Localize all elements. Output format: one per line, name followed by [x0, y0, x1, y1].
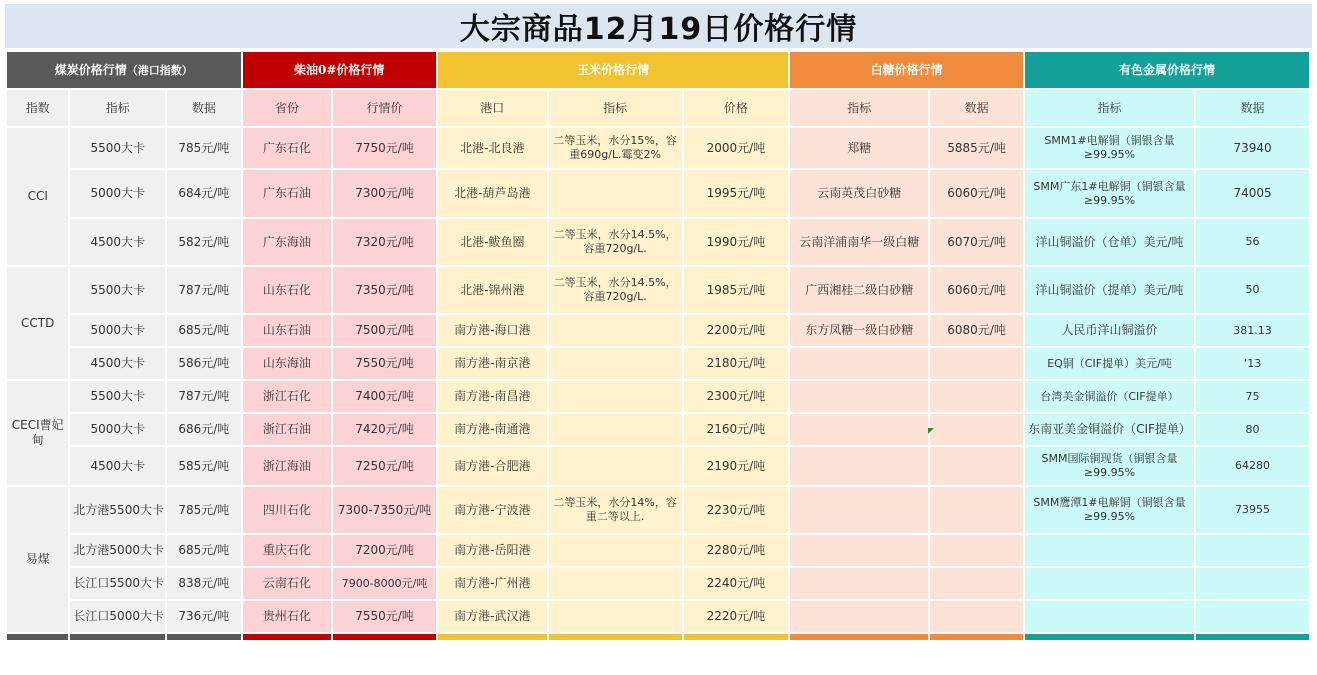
coal-item: 4500大卡: [70, 219, 165, 265]
sugar-data-header: 数据: [930, 90, 1023, 126]
diesel-province: 重庆石化: [243, 535, 332, 566]
coal-item: 北方港5000大卡: [70, 535, 165, 566]
corn-price: 2190元/吨: [684, 447, 789, 485]
corn-port: 南方港-广州港: [438, 568, 547, 599]
diesel-province: 山东海油: [243, 348, 332, 379]
corn-price: 2230元/吨: [684, 487, 789, 533]
diesel-price: 7300元/吨: [333, 170, 436, 217]
diesel-province: 浙江海油: [243, 447, 332, 485]
coal-item: 北方港5500大卡: [70, 487, 165, 533]
metal-value: 381.13: [1196, 315, 1309, 346]
diesel-province: 山东石油: [243, 315, 332, 346]
metal-value: 74005: [1196, 170, 1309, 217]
corn-port-header: 港口: [438, 90, 547, 126]
sugar-value: 6080元/吨: [930, 315, 1023, 346]
sugar-value: 6060元/吨: [930, 267, 1023, 313]
sugar-value-empty: [930, 601, 1023, 632]
metal-item: SMM1#电解铜（铜银含量≥99.95%: [1025, 128, 1194, 168]
diesel-price: 7250元/吨: [333, 447, 436, 485]
sugar-section-header: 白糖价格行情: [790, 52, 1023, 88]
metal-item: 台湾美金铜溢价（CIF提单）: [1025, 381, 1194, 412]
corn-spec-empty: [549, 568, 682, 599]
sugar-item-empty: [790, 568, 928, 599]
corn-port: 南方港-南京港: [438, 348, 547, 379]
coal-value: 582元/吨: [167, 219, 241, 265]
metal-item-empty: [1025, 535, 1194, 566]
coal-group-ceci-label: CECI曹妃甸: [11, 418, 64, 447]
metal-value: 50: [1196, 267, 1309, 313]
sugar-item-empty: [790, 601, 928, 632]
diesel-province: 浙江石化: [243, 381, 332, 412]
corn-price-header: 价格: [684, 90, 789, 126]
metal-value: 75: [1196, 381, 1309, 412]
coal-value: 685元/吨: [167, 535, 241, 566]
coal-value: 785元/吨: [167, 128, 241, 168]
metal-item: 洋山铜溢价（仓单）美元/吨: [1025, 219, 1194, 265]
coal-value: 685元/吨: [167, 315, 241, 346]
sugar-value-empty: [930, 348, 1023, 379]
corn-port: 南方港-南通港: [438, 414, 547, 445]
metal-item: SMM鹰潭1#电解铜（铜银含量≥99.95%: [1025, 487, 1194, 533]
corn-price: 2220元/吨: [684, 601, 789, 632]
sugar-value-empty: [930, 487, 1023, 533]
coal-value: 787元/吨: [167, 381, 241, 412]
metal-value: 64280: [1196, 447, 1309, 485]
sugar-value: 6070元/吨: [930, 219, 1023, 265]
coal-item: 5500大卡: [70, 267, 165, 313]
metal-section-header: 有色金属价格行情: [1025, 52, 1309, 88]
diesel-province: 四川石化: [243, 487, 332, 533]
coal-item: 5500大卡: [70, 381, 165, 412]
coal-item: 5000大卡: [70, 315, 165, 346]
corn-spec: 二等玉米，水分14.5%，容重720g/L.: [549, 219, 682, 265]
coal-item: 长江口5000大卡: [70, 601, 165, 632]
coal-item-header: 指标: [70, 90, 165, 126]
comment-marker-icon: [928, 428, 934, 434]
metal-value: 73940: [1196, 128, 1309, 168]
sugar-item-header: 指标: [790, 90, 928, 126]
diesel-province: 广东石油: [243, 170, 332, 217]
corn-price: 2280元/吨: [684, 535, 789, 566]
diesel-province: 贵州石化: [243, 601, 332, 632]
corn-price: 1985元/吨: [684, 267, 789, 313]
metal-data-header: 数据: [1196, 90, 1309, 126]
diesel-section-header: 柴油0#价格行情: [243, 52, 436, 88]
sugar-item: 云南英茂白砂糖: [790, 170, 928, 217]
coal-group-cctd: CCTD: [7, 267, 68, 379]
diesel-price: 7350元/吨: [333, 267, 436, 313]
coal-item: 5000大卡: [70, 170, 165, 217]
corn-port: 南方港-海口港: [438, 315, 547, 346]
corn-port: 北港-鲅鱼圈: [438, 219, 547, 265]
corn-port: 北港-北良港: [438, 128, 547, 168]
metal-value: 56: [1196, 219, 1309, 265]
corn-port: 南方港-宁波港: [438, 487, 547, 533]
footer-strip: [167, 634, 241, 640]
metal-item: EQ铜（CIF提单）美元/吨: [1025, 348, 1194, 379]
corn-port: 南方港-武汉港: [438, 601, 547, 632]
sugar-item: 云南洋浦南华一级白糖: [790, 219, 928, 265]
diesel-price: 7200元/吨: [333, 535, 436, 566]
coal-value: 736元/吨: [167, 601, 241, 632]
diesel-price: 7400元/吨: [333, 381, 436, 412]
sugar-item: 郑糖: [790, 128, 928, 168]
sugar-item-empty: [790, 487, 928, 533]
coal-item: 长江口5500大卡: [70, 568, 165, 599]
diesel-price: 7500元/吨: [333, 315, 436, 346]
coal-value: 787元/吨: [167, 267, 241, 313]
metal-value: 73955: [1196, 487, 1309, 533]
coal-item: 4500大卡: [70, 447, 165, 485]
metal-value: 80: [1196, 414, 1309, 445]
footer-strip: [333, 634, 436, 640]
corn-port: 北港-葫芦岛港: [438, 170, 547, 217]
coal-item: 5000大卡: [70, 414, 165, 445]
sugar-value-empty: [930, 414, 1023, 445]
metal-item: 洋山铜溢价（提单）美元/吨: [1025, 267, 1194, 313]
diesel-price: 7300-7350元/吨: [333, 487, 436, 533]
coal-value: 686元/吨: [167, 414, 241, 445]
sugar-value-empty: [930, 381, 1023, 412]
corn-price: 2160元/吨: [684, 414, 789, 445]
coal-data-header: 数据: [167, 90, 241, 126]
metal-value-empty: [1196, 535, 1309, 566]
diesel-province: 云南石化: [243, 568, 332, 599]
sugar-value: 5885元/吨: [930, 128, 1023, 168]
sugar-item-empty: [790, 447, 928, 485]
sugar-item-empty: [790, 381, 928, 412]
corn-price: 1990元/吨: [684, 219, 789, 265]
coal-group-ceci: [7, 381, 68, 485]
corn-port: 南方港-岳阳港: [438, 535, 547, 566]
footer-strip: [1196, 634, 1309, 640]
corn-spec-empty: [549, 535, 682, 566]
diesel-price: 7550元/吨: [333, 348, 436, 379]
diesel-price: 7750元/吨: [333, 128, 436, 168]
sugar-value: 6060元/吨: [930, 170, 1023, 217]
metal-item: SMM国际铜现货（铜银含量≥99.95%: [1025, 447, 1194, 485]
sugar-value-empty: [930, 447, 1023, 485]
diesel-price: 7420元/吨: [333, 414, 436, 445]
corn-price: 1995元/吨: [684, 170, 789, 217]
diesel-price: 7900-8000元/吨: [333, 568, 436, 599]
corn-port: 北港-锦州港: [438, 267, 547, 313]
sugar-value-empty: [930, 568, 1023, 599]
footer-strip: [790, 634, 928, 640]
diesel-province: 广东石化: [243, 128, 332, 168]
diesel-price: 7320元/吨: [333, 219, 436, 265]
sugar-item-empty: [790, 535, 928, 566]
diesel-price-header: 行情价: [333, 90, 436, 126]
corn-price: 2300元/吨: [684, 381, 789, 412]
diesel-province-header: 省份: [243, 90, 332, 126]
corn-spec-empty: [549, 348, 682, 379]
sugar-item: 广西湘桂二级白砂糖: [790, 267, 928, 313]
coal-group-cci: CCI: [7, 128, 68, 265]
corn-price: 2180元/吨: [684, 348, 789, 379]
coal-value: 684元/吨: [167, 170, 241, 217]
metal-value-empty: [1196, 568, 1309, 599]
footer-strip: [930, 634, 1023, 640]
corn-section-header: 玉米价格行情: [438, 52, 788, 88]
coal-value: 586元/吨: [167, 348, 241, 379]
footer-strip: [684, 634, 789, 640]
coal-section-title: 煤炭价格行情: [54, 62, 127, 77]
metal-item-header: 指标: [1025, 90, 1194, 126]
corn-spec-empty: [549, 170, 682, 217]
corn-item-header: 指标: [549, 90, 682, 126]
corn-port: 南方港-南昌港: [438, 381, 547, 412]
diesel-province: 广东海油: [243, 219, 332, 265]
corn-spec: 二等玉米，水分15%，容重690g/L.霉变2%: [549, 128, 682, 168]
footer-strip: [70, 634, 165, 640]
corn-spec-empty: [549, 381, 682, 412]
coal-section-subtitle: （港口指数）: [126, 63, 193, 77]
corn-spec: 二等玉米，水分14.5%，容重720g/L.: [549, 267, 682, 313]
sugar-item-empty: [790, 414, 928, 445]
metal-item: SMM广东1#电解铜（铜银含量≥99.95%: [1025, 170, 1194, 217]
diesel-price: 7550元/吨: [333, 601, 436, 632]
corn-port: 南方港-合肥港: [438, 447, 547, 485]
sugar-item: 东方凤糖一级白砂糖: [790, 315, 928, 346]
footer-strip: [243, 634, 332, 640]
corn-spec-empty: [549, 414, 682, 445]
corn-price: 2000元/吨: [684, 128, 789, 168]
coal-value: 585元/吨: [167, 447, 241, 485]
corn-spec-empty: [549, 601, 682, 632]
sugar-item-empty: [790, 348, 928, 379]
coal-group-yimei: 易煤: [7, 487, 68, 632]
footer-strip: [7, 634, 68, 640]
footer-strip: [549, 634, 682, 640]
metal-item-empty: [1025, 601, 1194, 632]
diesel-province: 山东石化: [243, 267, 332, 313]
footer-strip: [1025, 634, 1194, 640]
sugar-value-empty: [930, 535, 1023, 566]
coal-section-header: [7, 52, 241, 88]
footer-strip: [438, 634, 547, 640]
page-title-bar: [5, 4, 1312, 48]
metal-item: 东南亚美金铜溢价（CIF提单）: [1025, 414, 1194, 445]
coal-value: 785元/吨: [167, 487, 241, 533]
corn-spec-empty: [549, 447, 682, 485]
corn-spec: 二等玉米，水分14%，容重二等以上.: [549, 487, 682, 533]
corn-price: 2240元/吨: [684, 568, 789, 599]
corn-price: 2200元/吨: [684, 315, 789, 346]
page-title: 大宗商品12月19日价格行情: [459, 12, 858, 47]
coal-value: 838元/吨: [167, 568, 241, 599]
coal-item: 5500大卡: [70, 128, 165, 168]
metal-item: 人民币洋山铜溢价: [1025, 315, 1194, 346]
diesel-province: 浙江石油: [243, 414, 332, 445]
metal-value-empty: [1196, 601, 1309, 632]
coal-item: 4500大卡: [70, 348, 165, 379]
price-table: [5, 50, 1311, 642]
corn-spec-empty: [549, 315, 682, 346]
metal-item-empty: [1025, 568, 1194, 599]
coal-index-header: 指数: [7, 90, 68, 126]
metal-value: ‘13: [1196, 348, 1309, 379]
